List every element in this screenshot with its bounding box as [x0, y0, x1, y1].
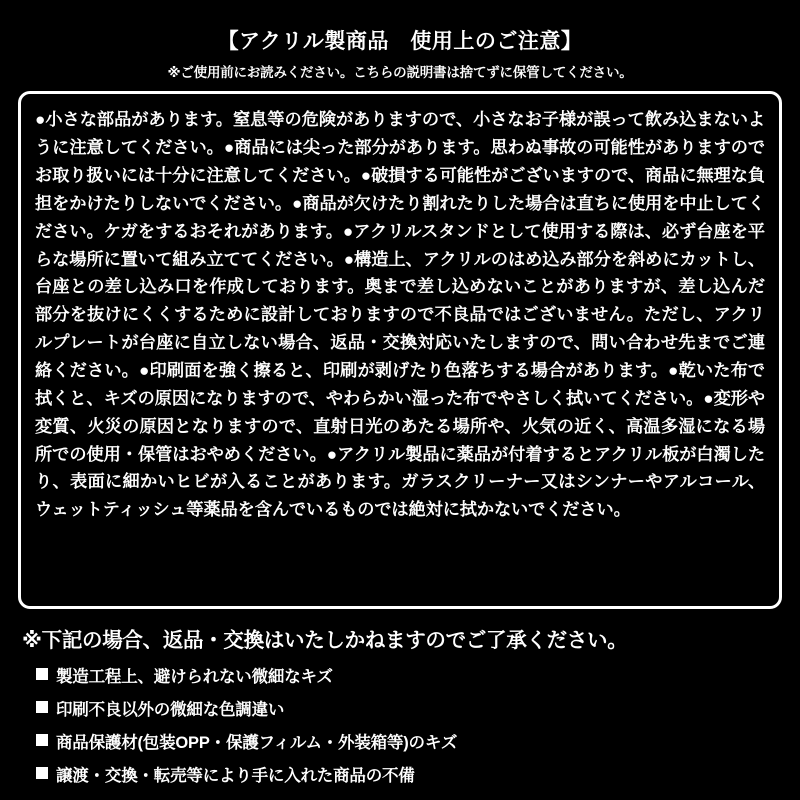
list-item-label: 商品保護材(包装OPP・保護フィルム・外装箱等)のキズ [56, 734, 458, 753]
square-bullet-icon [36, 767, 48, 779]
list-item-label: 印刷不良以外の微細な色調違い [56, 701, 285, 720]
square-bullet-icon [36, 701, 48, 713]
return-policy-list [22, 663, 778, 786]
list-item [36, 762, 778, 786]
return-policy-section [18, 623, 782, 786]
page-subtitle: ※ご使用前にお読みください。こちらの説明書は捨てずに保管してください。 [167, 65, 633, 81]
list-item [36, 696, 778, 720]
return-policy-heading: ※下記の場合、返品・交換はいたしかねますのでご了承ください。 [22, 629, 628, 653]
square-bullet-icon [36, 734, 48, 746]
list-item [36, 663, 778, 687]
list-item-label: 譲渡・交換・転売等により手に入れた商品の不備 [56, 767, 415, 786]
square-bullet-icon [36, 668, 48, 680]
list-item-label: 製造工程上、避けられない微細なキズ [56, 668, 333, 687]
title-block [18, 28, 782, 81]
notice-box [18, 91, 782, 609]
list-item [36, 729, 778, 753]
page-title: 【アクリル製商品 使用上のご注意】 [217, 30, 583, 53]
notice-body-text: ●小さな部品があります。窒息等の危険がありますので、小さなお子様が誤って飲み込まないように注意してください。●商品には尖った部分があります。思わぬ事故の可能性がありますのでお取り扱いには十分に注意してください。●破損する可能性がございますので、商品に無理な負担をかけたりしないでください。●商品が欠けたり割れたりした場合は直ちに使用を中止してください。ケガをするおそれがあります。●アクリルスタンドとして使用する際は、必ず台座を平らな場所に置いて組み立ててください。●構造上、アクリルのはめ込み部分を斜めにカットし、台座との差し込み口を作成しております。奥まで差し込めないことがありますが、差し込んだ部分を抜けにくくするために設計しておりますので不良品ではございません。ただし、アクリルプレートが台座に自立しない場合、返品・交換対応いたしますので、問い合わせ先までご連絡ください。●印刷面を強く擦ると、印刷が剥げたり色落ちする場合があります。●乾いた布で拭くと、キズの原因になりますので、やわらかい湿った布でやさしく拭いてください。●変形や変質、火災の原因となりますので、直射日光のあたる場所や、火気の近く、高温多湿になる場所での使用・保管はおやめください。●アクリル製品に薬品が付着するとアクリル板が白濁したり、表面に細かいヒビが入ることがあります。ガラスクリーナー又はシンナーやアルコール、ウェットティッシュ等薬品を含んでいるものでは絶対に拭かないでください。 [35, 109, 765, 520]
